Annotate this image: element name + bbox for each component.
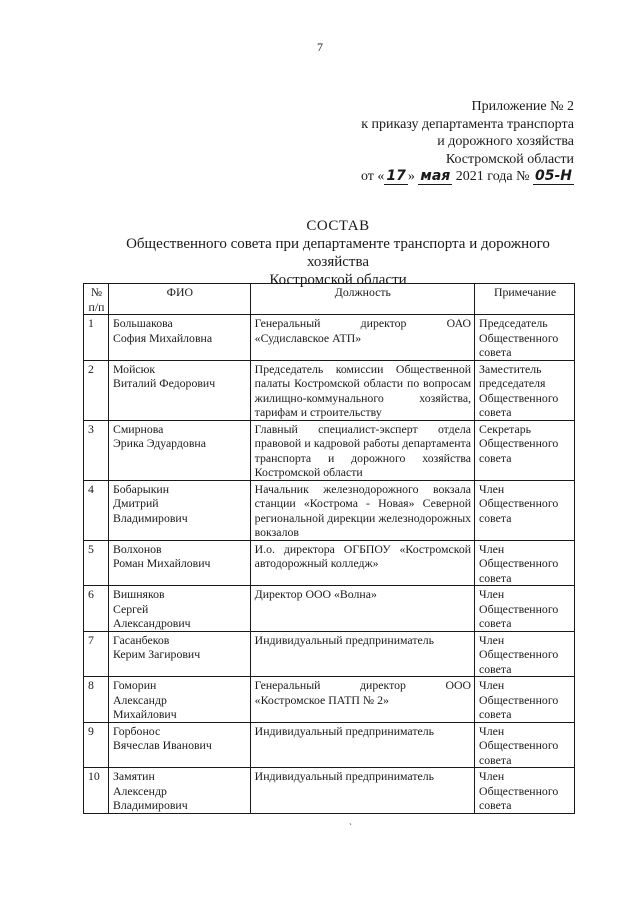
member-name bbox=[108, 315, 250, 361]
table-row bbox=[84, 315, 575, 361]
row-number: 9 bbox=[84, 722, 109, 768]
member-role-note: Член Общественного совета bbox=[475, 540, 575, 586]
row-number: 7 bbox=[84, 631, 109, 677]
member-position: И.о. директора ОГБПОУ «Костромской автодорожный колледж» bbox=[250, 540, 474, 586]
page-number: 7 bbox=[317, 40, 323, 54]
title-line-2: Общественного совета при департаменте транспорта и дорожного хозяйства bbox=[126, 236, 550, 270]
row-number: 6 bbox=[84, 586, 109, 632]
table-row bbox=[84, 540, 575, 586]
member-name bbox=[108, 768, 250, 814]
member-name bbox=[108, 540, 250, 586]
member-name-line: Эрика Эдуардовна bbox=[112, 436, 206, 450]
member-name-line: Смирнова bbox=[112, 421, 164, 436]
member-role-note: Заместитель председателя Общественного совета bbox=[475, 360, 575, 420]
table-row bbox=[84, 480, 575, 540]
member-name-line: Дмитрий bbox=[112, 496, 159, 510]
member-name bbox=[108, 480, 250, 540]
member-position: Индивидуальный предприниматель bbox=[250, 722, 474, 768]
appendix-department-line: и дорожного хозяйства bbox=[437, 134, 574, 149]
member-position: Председатель комиссии Общественной палаты Костромской области по вопросам жилищно-коммунального хозяйства, тарифам и строительству bbox=[250, 360, 474, 420]
member-name-line: Мойсюк bbox=[112, 361, 156, 376]
date-year: 2021 года № bbox=[455, 169, 530, 184]
table-row bbox=[84, 722, 575, 768]
member-name bbox=[108, 631, 250, 677]
member-position: Начальник железнодорожного вокзала станции «Кострома - Новая» Северной региональной дирекции железнодорожных вокзалов bbox=[250, 480, 474, 540]
date-prefix: от « bbox=[360, 169, 385, 184]
member-name-line: Волхонов bbox=[112, 541, 162, 556]
title-line-3: Костромской области bbox=[269, 272, 407, 288]
member-name-line: Вячеслав Иванович bbox=[112, 738, 212, 752]
member-position: Индивидуальный предприниматель bbox=[250, 631, 474, 677]
member-name-line: Роман Михайлович bbox=[112, 556, 211, 570]
member-role-note: Член Общественного совета bbox=[475, 631, 575, 677]
header-note: Примечание bbox=[475, 284, 575, 315]
member-name-line: София Михайловна bbox=[112, 330, 213, 345]
member-position: Индивидуальный предприниматель bbox=[250, 768, 474, 814]
row-number: 10 bbox=[84, 768, 109, 814]
appendix-region-line: Костромской области bbox=[445, 151, 574, 167]
member-name-line: Керим Загирович bbox=[112, 647, 201, 661]
member-name-line: Михайлович bbox=[112, 707, 177, 721]
row-number: 8 bbox=[84, 677, 109, 723]
row-number: 5 bbox=[84, 540, 109, 586]
header-number bbox=[84, 284, 109, 315]
table-row bbox=[84, 420, 575, 480]
table-row bbox=[84, 586, 575, 632]
appendix-title: Приложение № 2 bbox=[471, 99, 574, 114]
member-name-line: Владимирович bbox=[112, 510, 188, 525]
member-name-line: Александрович bbox=[112, 616, 191, 630]
member-position: Директор ООО «Волна» bbox=[250, 586, 474, 632]
member-name-line: Алексендр bbox=[112, 783, 167, 798]
table-row bbox=[84, 768, 575, 814]
member-name-line: Бобарыкин bbox=[112, 481, 170, 496]
document-title bbox=[96, 217, 580, 289]
row-number: 4 bbox=[84, 480, 109, 540]
member-position: Генеральный директор ООО «Костромское ПАТП № 2» bbox=[250, 677, 474, 723]
member-name bbox=[108, 586, 250, 632]
member-role-note: Член Общественного совета bbox=[475, 677, 575, 723]
scan-mark: ˎ bbox=[349, 815, 352, 825]
member-name bbox=[108, 677, 250, 723]
row-number: 2 bbox=[84, 360, 109, 420]
handwritten-day: 17 bbox=[386, 168, 406, 184]
member-name-line: Вишняков bbox=[112, 587, 165, 601]
member-name-line: Замятин bbox=[112, 769, 155, 783]
member-position: Генеральный директор ОАО «Судиславское АТП» bbox=[250, 315, 474, 361]
table-row bbox=[84, 360, 575, 420]
header-number-line-1: № bbox=[90, 285, 103, 299]
appendix-block bbox=[361, 98, 574, 186]
member-role-note: Секретарь Общественного совета bbox=[475, 420, 575, 480]
member-name-line: Сергей bbox=[112, 601, 149, 616]
member-name bbox=[108, 722, 250, 768]
member-role-note: Член Общественного совета bbox=[475, 586, 575, 632]
appendix-date-line bbox=[361, 168, 574, 186]
member-position: Главный специалист-эксперт отдела правовой и кадровой работы департамента транспорта и дорожного хозяйства Костромской области bbox=[250, 420, 474, 480]
member-name-line: Горбонос bbox=[112, 723, 161, 738]
header-name: ФИО bbox=[108, 284, 250, 315]
member-name-line: Гоморин bbox=[112, 678, 157, 692]
header-position: Должность bbox=[250, 284, 474, 315]
member-name-line: Гасанбеков bbox=[112, 632, 170, 647]
member-name-line: Александр bbox=[112, 692, 167, 707]
title-main: СОСТАВ bbox=[306, 218, 370, 234]
member-name-line: Владимирович bbox=[112, 798, 188, 812]
member-name-line: Виталий Федорович bbox=[112, 376, 216, 390]
date-mid: » bbox=[407, 169, 415, 184]
handwritten-order-number: 05-Н bbox=[534, 168, 572, 184]
table-row bbox=[84, 631, 575, 677]
member-name bbox=[108, 360, 250, 420]
member-role-note: Член Общественного совета bbox=[475, 480, 575, 540]
council-members-table bbox=[83, 283, 575, 814]
member-role-note: Член Общественного совета bbox=[475, 768, 575, 814]
handwritten-month: мая bbox=[420, 168, 451, 184]
member-name bbox=[108, 420, 250, 480]
appendix-order-line: к приказу департамента транспорта bbox=[361, 116, 574, 132]
header-number-line-2: п/п bbox=[88, 299, 105, 314]
member-role-note: Член Общественного совета bbox=[475, 722, 575, 768]
row-number: 3 bbox=[84, 420, 109, 480]
table-row bbox=[84, 677, 575, 723]
member-role-note: Председатель Общественного совета bbox=[475, 315, 575, 361]
table-header-row bbox=[84, 284, 575, 315]
member-name-line: Большакова bbox=[112, 316, 173, 330]
row-number: 1 bbox=[84, 315, 109, 361]
